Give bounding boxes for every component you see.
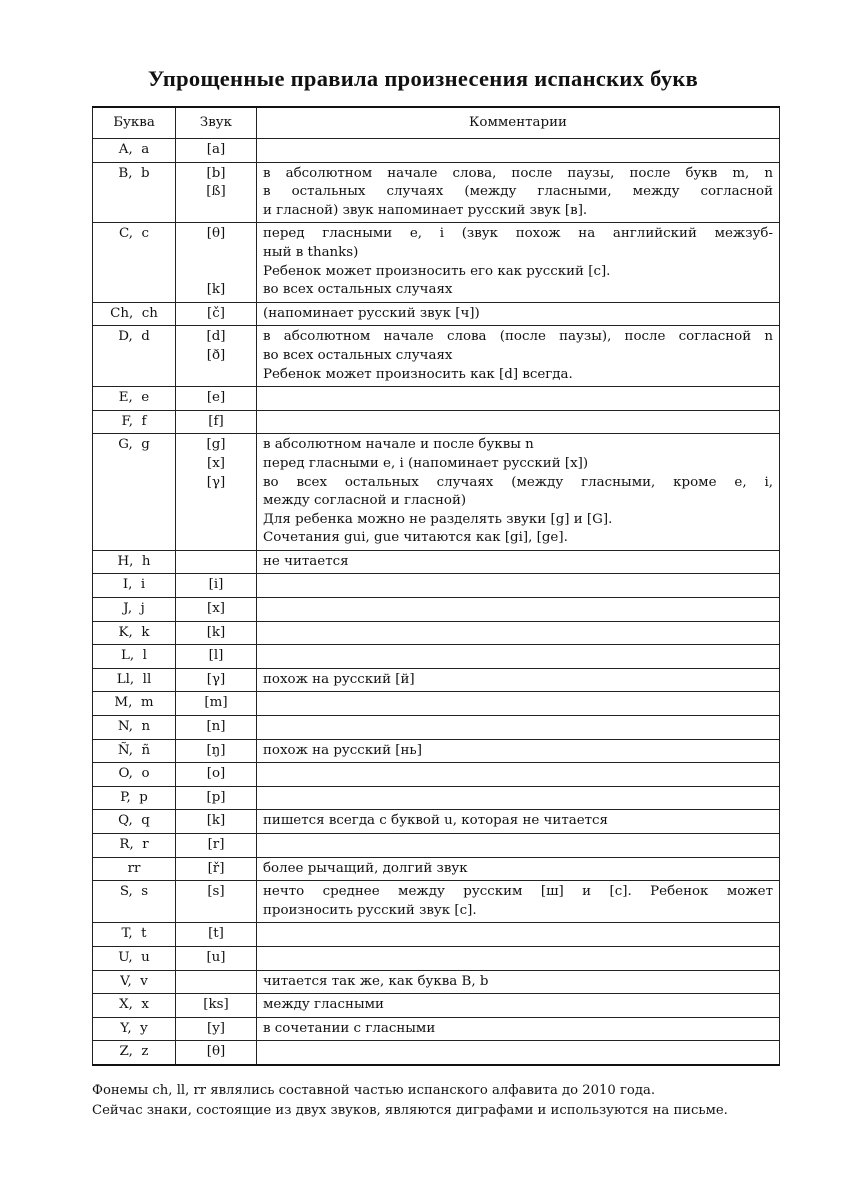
sound-cell (176, 434, 257, 551)
table-row (93, 970, 780, 994)
column-header-comment: Комментарии (257, 107, 780, 139)
table-row (93, 387, 780, 411)
table-row (93, 834, 780, 858)
comment-line: в абсолютном начале и после буквы n (263, 437, 534, 453)
comment-line: в абсолютном начале слова (после паузы), после согласной n (263, 329, 773, 345)
table-row (93, 786, 780, 810)
sound-cell (176, 621, 257, 645)
letter-cell: Z, z (93, 1041, 176, 1065)
table-row (93, 810, 780, 834)
sound-value: [ks] (203, 997, 229, 1013)
sound-cell (176, 574, 257, 598)
letter-cell: P, p (93, 786, 176, 810)
letter-cell: rr (93, 857, 176, 881)
sound-value: [u] (206, 949, 226, 965)
sound-value: [o] (206, 766, 226, 782)
letter-cell: Ll, ll (93, 668, 176, 692)
table-row (93, 574, 780, 598)
sound-value: [ð] (206, 347, 226, 363)
table-row (93, 881, 780, 923)
comment-cell (257, 162, 780, 223)
comment-cell (257, 834, 780, 858)
column-header-letter: Буква (93, 107, 176, 139)
comment-line: произносить русский звук [с]. (263, 902, 477, 918)
comment-line: пишется всегда с буквой u, которая не читается (263, 813, 608, 829)
table-row (93, 857, 780, 881)
sound-cell (176, 970, 257, 994)
table-row (93, 946, 780, 970)
sound-cell (176, 739, 257, 763)
sound-cell (176, 857, 257, 881)
comment-line: не читается (263, 553, 349, 569)
sound-value: [γ] (206, 671, 226, 687)
page-title: Упрощенные правила произнесения испанских букв (147, 66, 699, 91)
comment-line: похож на русский [нь] (263, 742, 422, 758)
comment-cell (257, 387, 780, 411)
sound-value (182, 244, 250, 263)
sound-cell (176, 994, 257, 1018)
comment-cell (257, 223, 780, 302)
comment-line: перед гласными e, i (напоминает русский [х]) (263, 455, 589, 471)
table-row (93, 763, 780, 787)
sound-value: [γ] (206, 474, 226, 490)
letter-cell: D, d (93, 326, 176, 387)
comment-cell (257, 739, 780, 763)
comment-cell (257, 692, 780, 716)
sound-value: [ŋ] (206, 742, 226, 758)
sound-cell (176, 946, 257, 970)
sound-cell (176, 834, 257, 858)
sound-cell (176, 716, 257, 740)
table-row (93, 162, 780, 223)
sound-cell (176, 387, 257, 411)
sound-value: [s] (207, 884, 225, 900)
comment-line: между согласной и гласной) (263, 493, 467, 509)
comment-line: Сочетания gui, gue читаются как [gi], [ge]. (263, 530, 568, 546)
comment-line: ный в thanks) (263, 244, 359, 260)
sound-cell (176, 763, 257, 787)
comment-line: в остальных случаях (между гласными, между согласной (263, 184, 773, 200)
comment-cell (257, 716, 780, 740)
letter-cell: Y, y (93, 1017, 176, 1041)
letter-cell: L, l (93, 645, 176, 669)
sound-value: [t] (208, 926, 224, 942)
letter-cell: N, n (93, 716, 176, 740)
comment-cell (257, 550, 780, 574)
table-row (93, 326, 780, 387)
sound-value: [f] (208, 413, 224, 429)
sound-value: [k] (206, 813, 226, 829)
letter-cell: C, c (93, 223, 176, 302)
sound-cell (176, 598, 257, 622)
table-header-row (93, 107, 780, 139)
table-row (93, 550, 780, 574)
sound-cell (176, 162, 257, 223)
sound-cell (176, 326, 257, 387)
letter-cell: S, s (93, 881, 176, 923)
table-row (93, 223, 780, 302)
sound-value: [i] (208, 577, 224, 593)
sound-value: [e] (206, 390, 226, 406)
letter-cell: I, i (93, 574, 176, 598)
comment-cell (257, 139, 780, 163)
letter-cell: V, v (93, 970, 176, 994)
table-row (93, 716, 780, 740)
sound-value: [x] (206, 455, 225, 471)
table-row (93, 1017, 780, 1041)
letter-cell: R, r (93, 834, 176, 858)
letter-cell: J, j (93, 598, 176, 622)
letter-cell: O, o (93, 763, 176, 787)
letter-cell: T, t (93, 923, 176, 947)
comment-cell (257, 786, 780, 810)
sound-value: [g] (206, 437, 226, 453)
letter-cell: Ñ, ñ (93, 739, 176, 763)
comment-line: читается так же, как буква B, b (263, 973, 489, 989)
letter-cell: K, k (93, 621, 176, 645)
sound-cell (176, 302, 257, 326)
comment-cell (257, 668, 780, 692)
comment-line: Ребенок может произносить его как русский [с]. (263, 263, 611, 279)
table-row (93, 923, 780, 947)
sound-value: [b] (206, 165, 226, 181)
comment-cell (257, 302, 780, 326)
comment-line: во всех остальных случаях (263, 282, 453, 298)
sound-cell (176, 668, 257, 692)
comment-line: (напоминает русский звук [ч]) (263, 305, 480, 321)
sound-value: [y] (206, 1020, 225, 1036)
letter-cell: E, e (93, 387, 176, 411)
sound-value: [d] (206, 329, 226, 345)
table-row (93, 598, 780, 622)
comment-line: перед гласными e, i (звук похож на английский межзуб- (263, 226, 773, 242)
table-row (93, 994, 780, 1018)
sound-value: [r] (207, 837, 225, 852)
comment-cell (257, 621, 780, 645)
comment-cell (257, 434, 780, 551)
sound-cell (176, 692, 257, 716)
sound-value: [n] (206, 719, 226, 735)
sound-cell (176, 223, 257, 302)
comment-cell (257, 326, 780, 387)
sound-value: [ř] (207, 860, 225, 876)
sound-value: [l] (208, 648, 224, 664)
sound-value (182, 263, 250, 282)
comment-cell (257, 574, 780, 598)
comment-cell (257, 763, 780, 787)
comment-line: похож на русский [й] (263, 671, 415, 687)
pronunciation-table (92, 106, 780, 1066)
sound-value: [k] (206, 282, 226, 298)
comment-line: Ребенок может произносить как [d] всегда. (263, 366, 573, 382)
comment-line: нечто среднее между русским [ш] и [с]. Ребенок может (263, 884, 773, 900)
comment-cell (257, 857, 780, 881)
comment-cell (257, 881, 780, 923)
footnote-line: Сейчас знаки, состоящие из двух звуков, являются диграфами и используются на письме. (92, 1103, 728, 1118)
letter-cell: G, g (93, 434, 176, 551)
letter-cell: H, h (93, 550, 176, 574)
sound-cell (176, 1017, 257, 1041)
table-row (93, 434, 780, 551)
table-row (93, 668, 780, 692)
sound-value: [p] (206, 789, 226, 805)
sound-value: [m] (204, 695, 228, 711)
letter-cell: F, f (93, 410, 176, 434)
letter-cell: B, b (93, 162, 176, 223)
comment-cell (257, 598, 780, 622)
sound-cell (176, 410, 257, 434)
comment-line: и гласной) звук напоминает русский звук [в]. (263, 202, 588, 218)
sound-cell (176, 923, 257, 947)
comment-line: более рычащий, долгий звук (263, 860, 468, 876)
comment-cell (257, 994, 780, 1018)
sound-cell (176, 786, 257, 810)
sound-value: [č] (207, 305, 225, 321)
sound-cell (176, 1041, 257, 1065)
comment-cell (257, 1017, 780, 1041)
letter-cell: Ch, ch (93, 302, 176, 326)
comment-line: во всех остальных случаях (263, 347, 453, 363)
comment-cell (257, 645, 780, 669)
sound-value: [ß] (206, 184, 226, 200)
sound-cell (176, 645, 257, 669)
sound-value: [k] (206, 624, 226, 640)
sound-cell (176, 810, 257, 834)
comment-line: Для ребенка можно не разделять звуки [g] и [G]. (263, 511, 613, 527)
sound-cell (176, 881, 257, 923)
sound-value: [a] (206, 142, 226, 157)
footnote (92, 1081, 792, 1121)
sound-value: [θ] (206, 1044, 226, 1060)
comment-cell (257, 970, 780, 994)
letter-cell: A, a (93, 139, 176, 163)
comment-cell (257, 410, 780, 434)
table-row (93, 621, 780, 645)
letter-cell: U, u (93, 946, 176, 970)
letter-cell: M, m (93, 692, 176, 716)
column-header-sound: Звук (176, 107, 257, 139)
comment-line: в абсолютном начале слова, после паузы, после букв m, n (263, 165, 773, 181)
table-row (93, 302, 780, 326)
table-row (93, 692, 780, 716)
comment-cell (257, 923, 780, 947)
sound-value: [x] (206, 601, 225, 617)
table-row (93, 410, 780, 434)
comment-line: во всех остальных случаях (между гласными, кроме e, i, (263, 474, 773, 490)
comment-line: между гласными (263, 997, 384, 1013)
table-row (93, 645, 780, 669)
sound-value: [θ] (206, 226, 226, 242)
letter-cell: Q, q (93, 810, 176, 834)
comment-cell (257, 946, 780, 970)
comment-line: в сочетании с гласными (263, 1020, 436, 1036)
table-row (93, 1041, 780, 1065)
sound-cell (176, 550, 257, 574)
comment-cell (257, 810, 780, 834)
sound-cell (176, 139, 257, 163)
comment-cell (257, 1041, 780, 1065)
table-body (93, 139, 780, 1065)
letter-cell: X, x (93, 994, 176, 1018)
table-row (93, 139, 780, 163)
table-row (93, 739, 780, 763)
footnote-line: Фонемы ch, ll, rr являлись составной частью испанского алфавита до 2010 года. (92, 1083, 656, 1098)
